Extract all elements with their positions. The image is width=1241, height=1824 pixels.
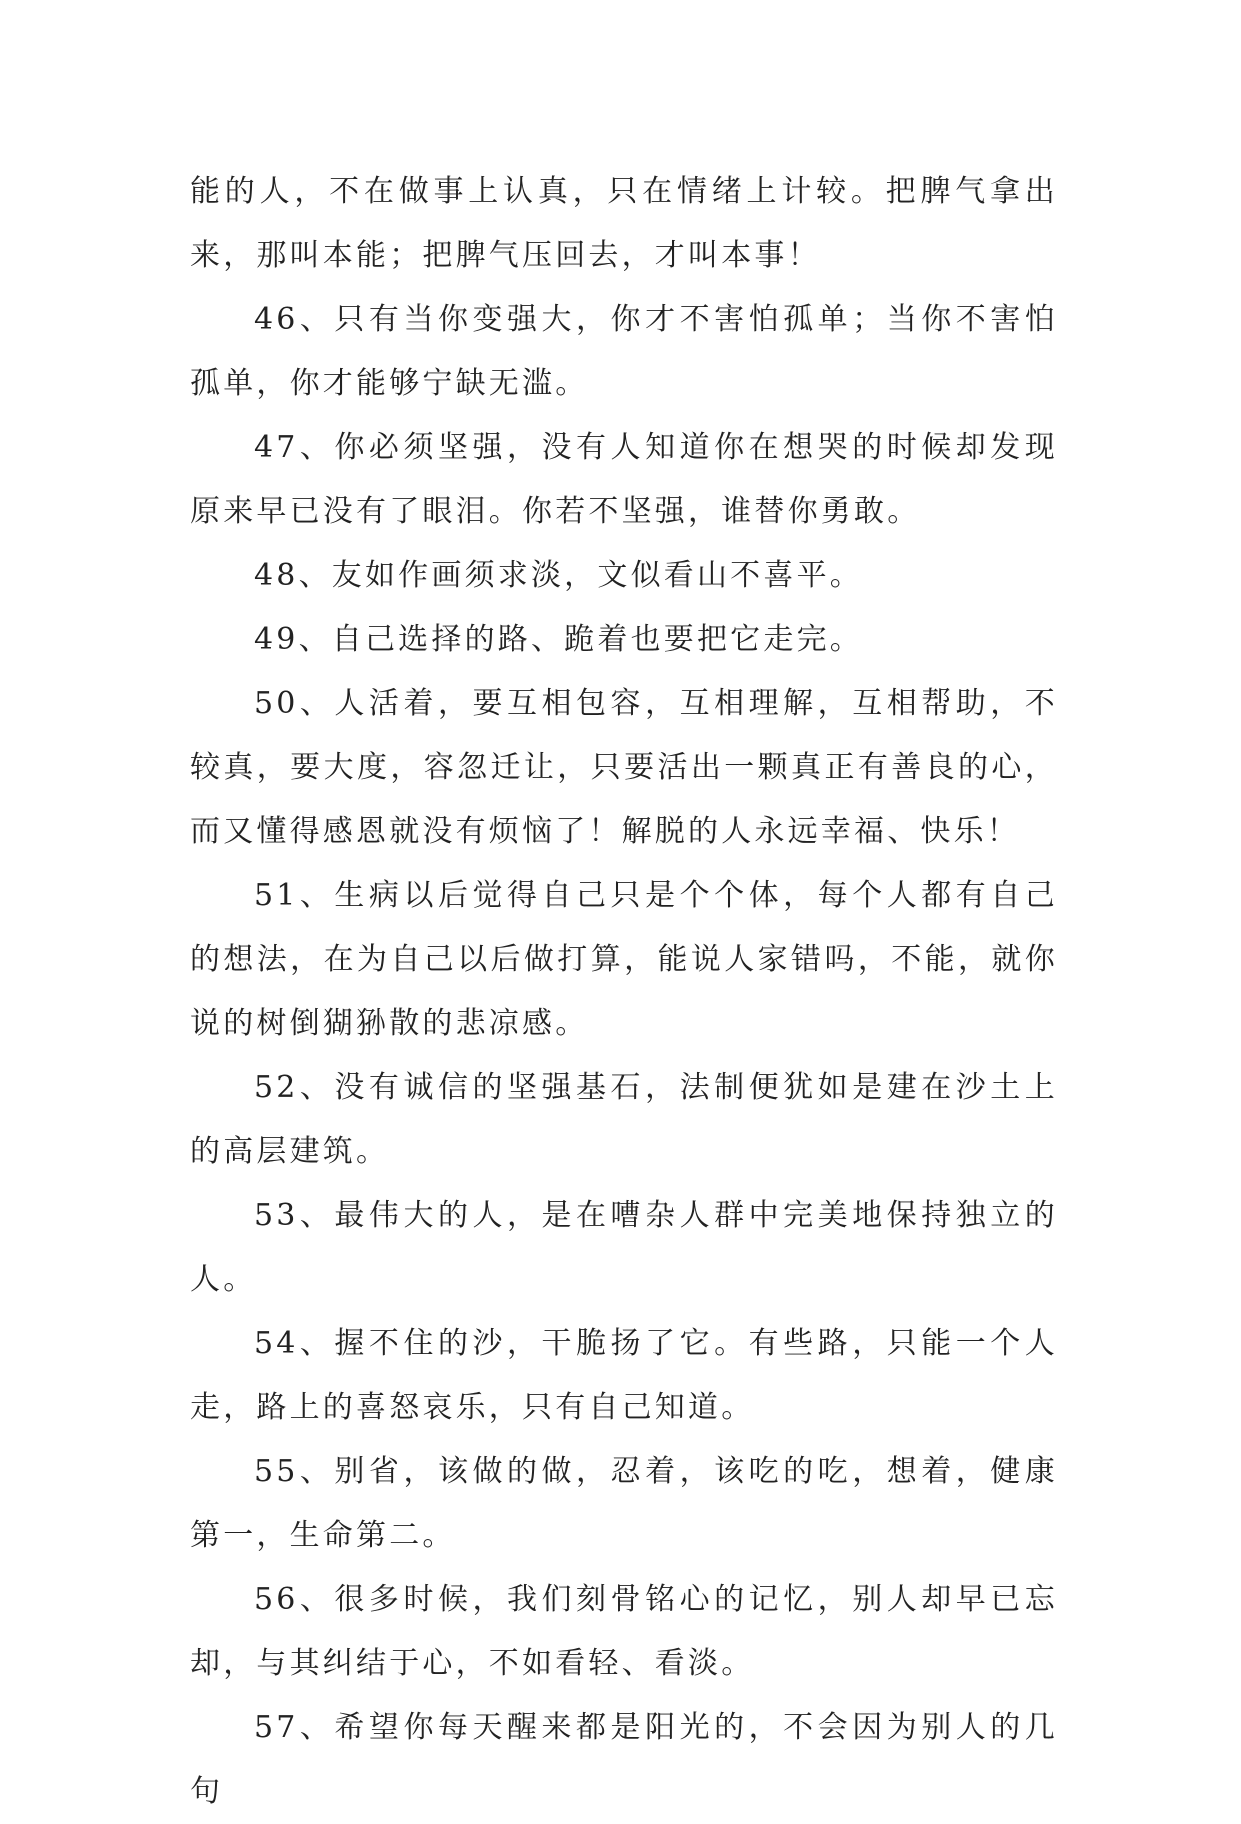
paragraph-55: 55、别省，该做的做，忍着，该吃的吃，想着，健康第一，生命第二。: [190, 1454, 1058, 1553]
document-body: [190, 160, 1058, 1824]
paragraph-50: 50、人活着，要互相包容，互相理解，互相帮助，不较真，要大度，容忽迁让，只要活出一颗真正有善良的心，而又懂得感恩就没有烦恼了！解脱的人永远幸福、快乐！: [190, 686, 1058, 849]
paragraph-47: 47、你必须坚强，没有人知道你在想哭的时候却发现原来早已没有了眼泪。你若不坚强，谁替你勇敢。: [190, 430, 1058, 529]
paragraph-57: 57、希望你每天醒来都是阳光的，不会因为别人的几句: [190, 1710, 1058, 1809]
paragraph-48: 48、友如作画须求淡，文似看山不喜平。: [254, 558, 863, 593]
paragraph-continuation: 能的人，不在做事上认真，只在情绪上计较。把脾气拿出来，那叫本能；把脾气压回去，才叫本事！: [190, 174, 1058, 273]
paragraph-46: 46、只有当你变强大，你才不害怕孤单；当你不害怕孤单，你才能够宁缺无滥。: [190, 302, 1058, 401]
paragraph-56: 56、很多时候，我们刻骨铭心的记忆，别人却早已忘却，与其纠结于心，不如看轻、看淡。: [190, 1582, 1058, 1681]
paragraph-49: 49、自己选择的路、跪着也要把它走完。: [254, 622, 863, 657]
paragraph-54: 54、握不住的沙，干脆扬了它。有些路，只能一个人走，路上的喜怒哀乐，只有自己知道。: [190, 1326, 1058, 1425]
paragraph-53: 53、最伟大的人，是在嘈杂人群中完美地保持独立的人。: [190, 1198, 1058, 1297]
paragraph-51: 51、生病以后觉得自己只是个个体，每个人都有自己的想法，在为自己以后做打算，能说人家错吗，不能，就你说的树倒猢狲散的悲凉感。: [190, 878, 1058, 1041]
paragraph-52: 52、没有诚信的坚强基石，法制便犹如是建在沙土上的高层建筑。: [190, 1070, 1058, 1169]
